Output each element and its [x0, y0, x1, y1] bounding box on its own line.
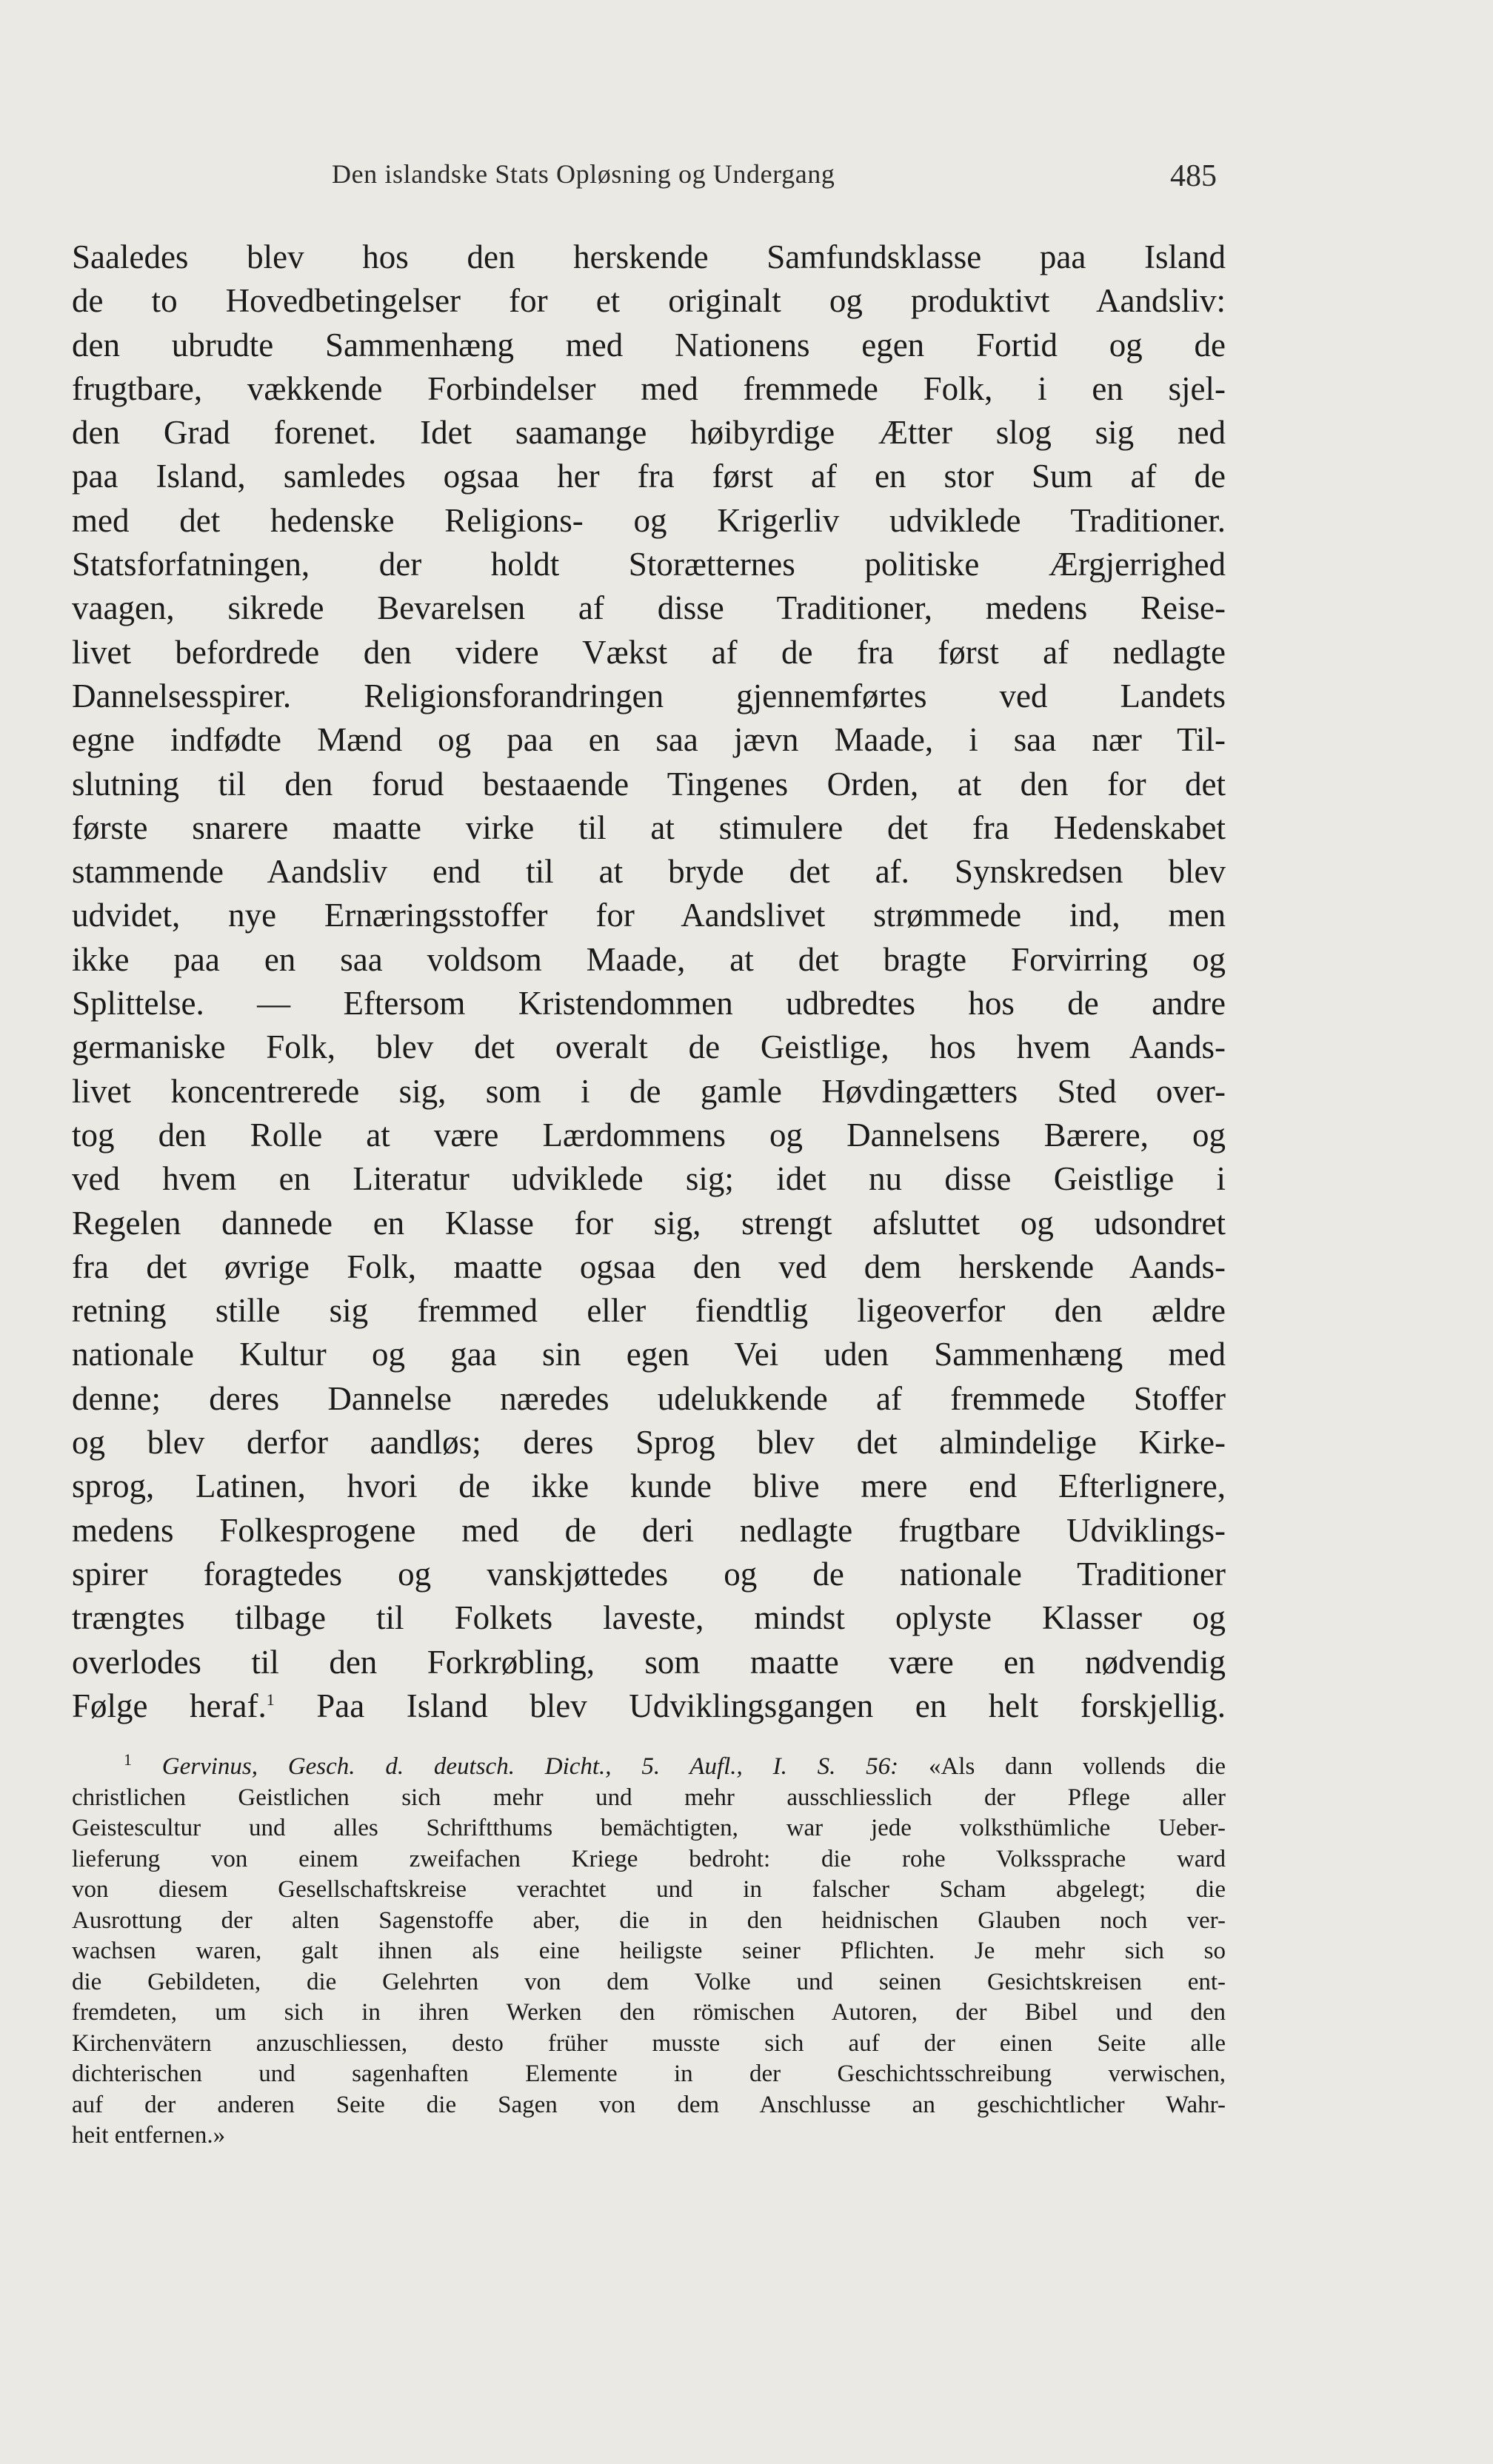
footnote-line: christlichen Geistlichen sich mehr und mehr ausschliesslich der Pflege aller [72, 1784, 1226, 1811]
last-line-rest: Paa Island blev Udviklingsgangen en helt forskjellig. [274, 1687, 1226, 1724]
footnote-line: die Gebildeten, die Gelehrten von dem Volke und seinen Gesichtskreisen ent- [72, 1968, 1226, 1995]
text-line: og blev derfor aandløs; deres Sprog blev det almindelige Kirke- [72, 1424, 1226, 1462]
text-line: trængtes tilbage til Folkets laveste, mindst oplyste Klasser og [72, 1599, 1226, 1637]
text-line: overlodes til den Forkrøbling, som maatte være en nødvendig [72, 1643, 1226, 1681]
footnote-line: lieferung von einem zweifachen Kriege bedroht: die rohe Volkssprache ward [72, 1845, 1226, 1872]
main-paragraph [72, 235, 1226, 1728]
text-line: fra det øvrige Folk, maatte ogsaa den ved dem herskende Aands- [72, 1248, 1226, 1285]
text-line: med det hedenske Religions- og Krigerliv udviklede Traditioner. [72, 501, 1226, 539]
text-line: Statsforfatningen, der holdt Storætternes politiske Ærgjerrighed [72, 546, 1226, 583]
text-line: den Grad forenet. Idet saamange høibyrdige Ætter slog sig ned [72, 414, 1226, 452]
text-line: livet befordrede den videre Vækst af de fra først af nedlagte [72, 633, 1226, 671]
text-line: denne; deres Dannelse næredes udelukkende af fremmede Stoffer [72, 1379, 1226, 1417]
footnote-line-last: heit entfernen.» [72, 2122, 226, 2149]
page-number: 485 [1170, 159, 1217, 193]
text-line: frugtbare, vækkende Forbindelser med fremmede Folk, i en sjel- [72, 369, 1226, 407]
text-line: stammende Aandsliv end til at bryde det af. Synskredsen blev [72, 853, 1226, 891]
text-line: Splittelse. — Eftersom Kristendommen udbredtes hos de andre [72, 985, 1226, 1022]
text-line: nationale Kultur og gaa sin egen Vei uden Sammenhæng med [72, 1336, 1226, 1373]
footnote-line: dichterischen und sagenhaften Elemente in der Geschichtsschreibung verwischen, [72, 2060, 1226, 2087]
footnote-reference: 1 [266, 1690, 275, 1709]
text-line: udvidet, nye Ernæringsstoffer for Aandslivet strømmede ind, men [72, 897, 1226, 934]
footnote-citation: Gervinus, Gesch. d. deutsch. Dicht., 5. Aufl., I. S. 56: [161, 1753, 899, 1780]
footnote-line [72, 1752, 1226, 1783]
text-line: germaniske Folk, blev det overalt de Geistlige, hos hvem Aands- [72, 1028, 1226, 1066]
text-line: spirer foragtedes og vanskjøttedes og de nationale Traditioner [72, 1555, 1226, 1593]
footnote-line: auf der anderen Seite die Sagen von dem Anschlusse an geschichtlicher Wahr- [72, 2091, 1226, 2118]
text-line: den ubrudte Sammenhæng med Nationens egen Fortid og de [72, 326, 1226, 364]
last-line-start: Følge heraf. [72, 1687, 267, 1724]
footnote-line: Geistescultur und alles Schriftthums bemächtigten, war jede volksthümliche Ueber- [72, 1815, 1226, 1841]
text-line: paa Island, samledes ogsaa her fra først af en stor Sum af de [72, 458, 1226, 495]
text-line-last [72, 1684, 1226, 1728]
text-line: Dannelsesspirer. Religionsforandringen gjennemførtes ved Landets [72, 677, 1226, 714]
footnote-first-line-rest: «Als dann vollends die [898, 1753, 1226, 1780]
text-line: sprog, Latinen, hvori de ikke kunde blive mere end Efterlignere, [72, 1467, 1226, 1505]
text-line: Saaledes blev hos den herskende Samfundsklasse paa Island [72, 238, 1226, 275]
footnote-line: Kirchenvätern anzuschliessen, desto früher musste sich auf der einen Seite alle [72, 2029, 1226, 2057]
footnote-marker: 1 [124, 1752, 132, 1769]
footnote-line: Ausrottung der alten Sagenstoffe aber, die in den heidnischen Glauben noch ver- [72, 1906, 1226, 1934]
footnote-line: von diesem Gesellschaftskreise verachtet und in falscher Scham abgelegt; die [72, 1876, 1226, 1903]
text-line: livet koncentrerede sig, som i de gamle Høvdingætters Sted over- [72, 1072, 1226, 1110]
text-line: egne indfødte Mænd og paa en saa jævn Maade, i saa nær Til- [72, 721, 1226, 759]
running-title: Den islandske Stats Opløsning og Undergang [332, 159, 835, 189]
footnote [72, 1752, 1226, 2152]
text-line: medens Folkesprogene med de deri nedlagte frugtbare Udviklings- [72, 1511, 1226, 1549]
text-line: ved hvem en Literatur udviklede sig; idet nu disse Geistlige i [72, 1160, 1226, 1198]
text-line: vaagen, sikrede Bevarelsen af disse Traditioner, medens Reise- [72, 589, 1226, 627]
text-line: Regelen dannede en Klasse for sig, strengt afsluttet og udsondret [72, 1204, 1226, 1242]
text-line: slutning til den forud bestaaende Tingenes Orden, at den for det [72, 765, 1226, 803]
text-line: første snarere maatte virke til at stimulere det fra Hedenskabet [72, 808, 1226, 846]
text-line: de to Hovedbetingelser for et originalt og produktivt Aandsliv: [72, 282, 1226, 320]
footnote-line: fremdeten, um sich in ihren Werken den römischen Autoren, der Bibel und den [72, 1999, 1226, 2026]
footnote-line: wachsen waren, galt ihnen als eine heiligste seiner Pflichten. Je mehr sich so [72, 1938, 1226, 1964]
text-line: retning stille sig fremmed eller fiendtlig ligeoverfor den ældre [72, 1292, 1226, 1330]
text-line: tog den Rolle at være Lærdommens og Dannelsens Bærere, og [72, 1116, 1226, 1154]
text-line: ikke paa en saa voldsom Maade, at det bragte Forvirring og [72, 940, 1226, 978]
